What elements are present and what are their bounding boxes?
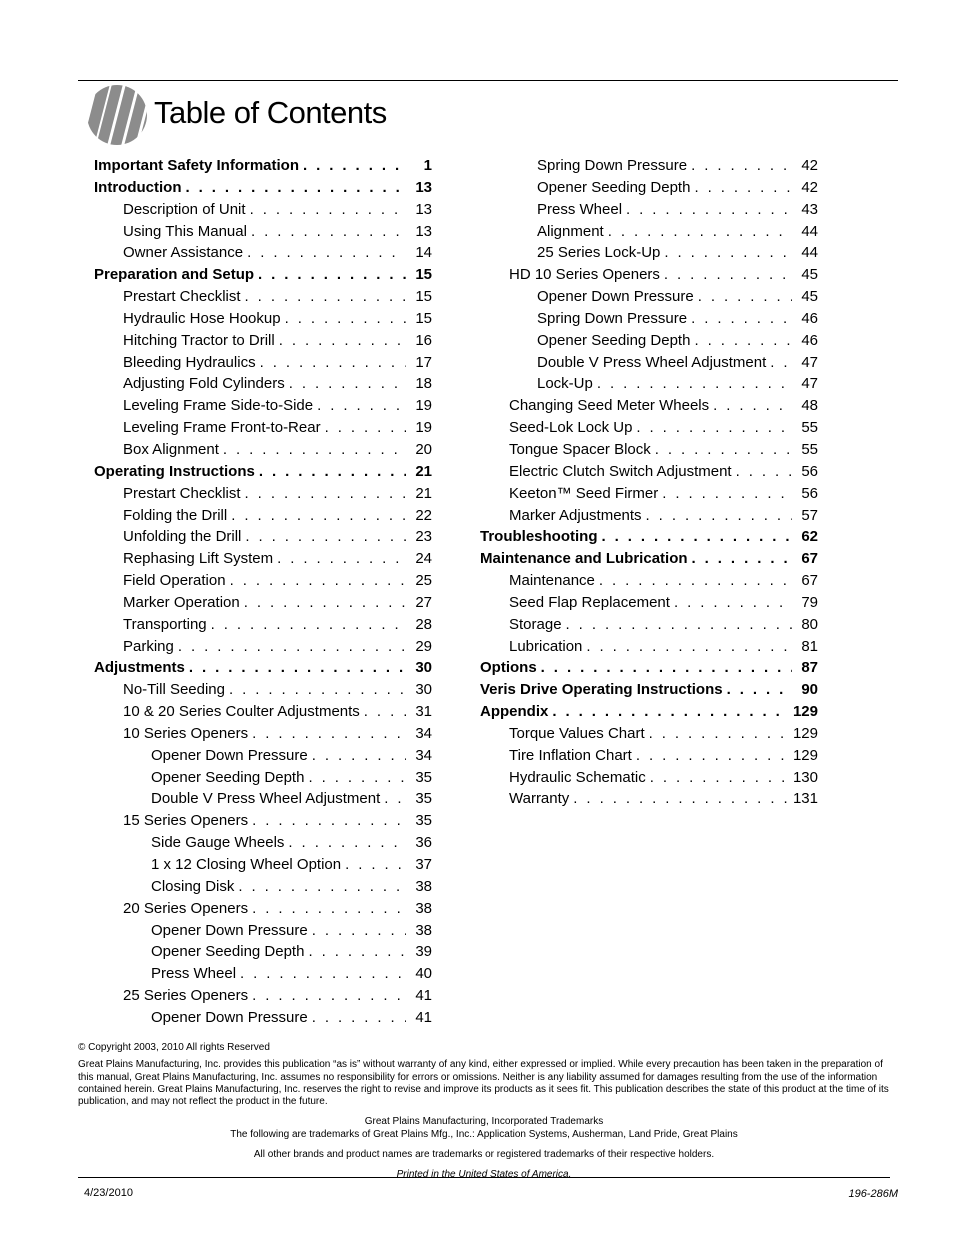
copyright-notice: © Copyright 2003, 2010 All rights Reserved bbox=[78, 1042, 270, 1053]
dot-leader bbox=[259, 461, 406, 483]
toc-entry-label: Spring Down Pressure bbox=[537, 309, 688, 327]
toc-entry-label: Opener Seeding Depth bbox=[537, 178, 691, 196]
dot-leader bbox=[552, 701, 789, 723]
toc-entry-link[interactable] bbox=[94, 636, 432, 658]
trademarks-heading: Great Plains Manufacturing, Incorporated Trademarks bbox=[364, 1116, 604, 1128]
toc-section-link[interactable] bbox=[94, 177, 432, 199]
toc-entry-link[interactable] bbox=[94, 505, 432, 527]
dot-leader bbox=[626, 199, 792, 221]
toc-page-number: 34 bbox=[415, 724, 432, 742]
dot-leader bbox=[727, 679, 792, 701]
dot-leader bbox=[189, 657, 406, 679]
toc-entry-label: Field Operation bbox=[123, 572, 226, 590]
dot-leader bbox=[608, 221, 792, 243]
toc-page-number: 47 bbox=[801, 375, 818, 393]
toc-page-number: 131 bbox=[792, 790, 818, 808]
legal-notice bbox=[78, 1042, 890, 1182]
toc-entry-link[interactable] bbox=[480, 330, 818, 352]
dot-leader bbox=[279, 330, 406, 352]
toc-entry-link[interactable] bbox=[94, 920, 432, 942]
toc-entry-link[interactable] bbox=[480, 505, 818, 527]
toc-entry-label: Warranty bbox=[509, 790, 570, 808]
toc-entry-label: HD 10 Series Openers bbox=[509, 266, 660, 284]
toc-entry-link[interactable] bbox=[94, 745, 432, 767]
toc-entry-link[interactable] bbox=[94, 679, 432, 701]
toc-entry-link[interactable] bbox=[94, 614, 432, 636]
toc-page-number: 39 bbox=[415, 943, 432, 961]
toc-entry-label: Appendix bbox=[480, 703, 549, 721]
toc-entry-link[interactable] bbox=[94, 286, 432, 308]
toc-entry-label: Lubrication bbox=[509, 637, 583, 655]
dot-leader bbox=[691, 155, 792, 177]
toc-page-number: 56 bbox=[801, 484, 818, 502]
dot-leader bbox=[238, 876, 406, 898]
toc-page-number: 35 bbox=[415, 768, 432, 786]
dot-leader bbox=[244, 592, 406, 614]
top-rule bbox=[78, 80, 898, 81]
toc-entry-label: Veris Drive Operating Instructions bbox=[480, 681, 723, 699]
printed-notice: Printed in the United States of America. bbox=[396, 1169, 572, 1181]
toc-entry-label: Hitching Tractor to Drill bbox=[123, 331, 275, 349]
toc-page-number: 45 bbox=[801, 288, 818, 306]
toc-page-number: 35 bbox=[415, 790, 432, 808]
toc-page-number: 67 bbox=[801, 550, 818, 568]
toc-entry-label: Description of Unit bbox=[123, 200, 246, 218]
toc-page-number: 20 bbox=[415, 440, 432, 458]
dot-leader bbox=[566, 614, 792, 636]
trademarks-list: The following are trademarks of Great Plains Mfg., Inc.: Application Systems, Ausherman, Land Pride, Great Plains bbox=[230, 1128, 738, 1140]
toc-entry-label: Tongue Spacer Block bbox=[509, 440, 651, 458]
toc-page-number: 30 bbox=[415, 659, 432, 677]
toc-entry-label: Alignment bbox=[537, 222, 604, 240]
toc-entry-link[interactable] bbox=[94, 788, 432, 810]
toc-page-number: 90 bbox=[801, 681, 818, 699]
disclaimer-text: Great Plains Manufacturing, Inc. provides this publication “as is” without warranty of any kind, either expressed or implied. While every precaution has been taken in the preparation of this manual, Great Plains Manufacturing, Inc. assumes no responsibility for errors or omissions. Neither is any liability assumed for damages resulting from the use of the information contained herein. Great Plains Manufacturing, Inc. reserves the right to revise and improve its products as it sees fit. This publication describes the state of this product at the time of its publication, and may not reflect the product in the future. bbox=[78, 1059, 889, 1108]
toc-entry-link[interactable] bbox=[480, 723, 818, 745]
toc-page-number: 38 bbox=[415, 921, 432, 939]
toc-entry-label: Preparation and Setup bbox=[94, 266, 255, 284]
toc-page-number: 19 bbox=[415, 397, 432, 415]
toc-page-number: 38 bbox=[415, 877, 432, 895]
toc-entry-link[interactable] bbox=[480, 264, 818, 286]
toc-entry-link[interactable] bbox=[94, 330, 432, 352]
toc-entry-label: Adjustments bbox=[94, 659, 185, 677]
toc-section-link[interactable] bbox=[94, 657, 432, 679]
toc-page-number: 87 bbox=[801, 659, 818, 677]
dot-leader bbox=[250, 199, 406, 221]
toc-page-number: 37 bbox=[415, 856, 432, 873]
toc-page-number: 13 bbox=[415, 178, 432, 196]
dot-leader bbox=[252, 985, 406, 1007]
toc-entry-label: Maintenance bbox=[509, 572, 595, 590]
toc-entry-link[interactable] bbox=[94, 1007, 432, 1029]
toc-entry-label: 25 Series Lock-Up bbox=[537, 244, 661, 262]
toc-entry-link[interactable] bbox=[480, 395, 818, 417]
footer-date: 4/23/2010 bbox=[84, 1187, 133, 1199]
toc-entry-label: 25 Series Openers bbox=[123, 987, 249, 1005]
toc-page-number: 15 bbox=[415, 309, 432, 327]
toc-entry-label: Seed-Lok Lock Up bbox=[509, 419, 633, 437]
toc-page-number: 38 bbox=[415, 899, 432, 917]
toc-entry-link[interactable] bbox=[480, 199, 818, 221]
toc-entry-link[interactable] bbox=[480, 614, 818, 636]
toc-entry-label: Storage bbox=[509, 615, 562, 633]
toc-entry-label: Double V Press Wheel Adjustment bbox=[151, 790, 381, 808]
dot-leader bbox=[662, 483, 792, 505]
dot-leader bbox=[230, 570, 406, 592]
dot-leader bbox=[713, 395, 792, 417]
toc-entry-label: 10 & 20 Series Coulter Adjustments bbox=[123, 703, 360, 721]
toc-page-number: 45 bbox=[801, 266, 818, 284]
dot-leader bbox=[288, 832, 406, 854]
toc-section-link[interactable] bbox=[94, 155, 432, 177]
toc-entry-label: Changing Seed Meter Wheels bbox=[509, 397, 710, 415]
toc-page-number: 55 bbox=[801, 440, 818, 458]
toc-page-number: 13 bbox=[415, 222, 432, 240]
dot-leader bbox=[694, 330, 792, 352]
toc-page-number: 44 bbox=[801, 222, 818, 240]
dot-leader bbox=[698, 286, 792, 308]
dot-leader bbox=[178, 636, 406, 658]
dot-leader bbox=[636, 745, 789, 767]
toc-page-number: 41 bbox=[415, 987, 432, 1005]
toc-page-number: 56 bbox=[801, 462, 818, 480]
toc-entry-link[interactable] bbox=[480, 221, 818, 243]
toc-entry-link[interactable] bbox=[480, 745, 818, 767]
toc-entry-link[interactable] bbox=[480, 308, 818, 330]
toc-entry-link[interactable] bbox=[94, 854, 432, 876]
toc-page-number: 57 bbox=[801, 506, 818, 524]
toc-entry-link[interactable] bbox=[480, 570, 818, 592]
toc-entry-label: Prestart Checklist bbox=[123, 484, 241, 502]
toc-entry-link[interactable] bbox=[94, 941, 432, 963]
toc-section-link[interactable] bbox=[94, 461, 432, 483]
toc-page-number: 18 bbox=[415, 375, 432, 393]
document-code: 196-286M bbox=[848, 1188, 898, 1200]
dot-leader bbox=[602, 526, 793, 548]
toc-entry-link[interactable] bbox=[480, 286, 818, 308]
toc-entry-link[interactable] bbox=[480, 636, 818, 658]
toc-entry-label: Box Alignment bbox=[123, 440, 219, 458]
toc-entry-label: Opener Down Pressure bbox=[151, 1008, 308, 1026]
dot-leader bbox=[258, 264, 406, 286]
dot-leader bbox=[252, 723, 406, 745]
toc-page-number: 15 bbox=[415, 266, 432, 284]
dot-leader bbox=[649, 723, 789, 745]
dot-leader bbox=[646, 505, 792, 527]
toc-entry-label: Opener Down Pressure bbox=[151, 921, 308, 939]
toc-page-number: 15 bbox=[415, 288, 432, 306]
toc-entry-link[interactable] bbox=[94, 767, 432, 789]
dot-leader bbox=[541, 657, 792, 679]
toc-entry-label: Torque Values Chart bbox=[509, 724, 645, 742]
dot-leader bbox=[223, 439, 406, 461]
dot-leader bbox=[308, 941, 406, 963]
toc-entry-label: Options bbox=[480, 659, 537, 677]
toc-entry-label: 10 Series Openers bbox=[123, 724, 249, 742]
toc-entry-link[interactable] bbox=[94, 395, 432, 417]
toc-entry-link[interactable] bbox=[480, 352, 818, 374]
toc-entry-label: Press Wheel bbox=[537, 200, 623, 218]
toc-page-number: 21 bbox=[415, 462, 432, 480]
toc-page-number: 29 bbox=[415, 637, 432, 655]
toc-page-number: 23 bbox=[415, 528, 432, 546]
toc-entry-label: Important Safety Information bbox=[94, 157, 300, 174]
toc-page-number: 46 bbox=[801, 309, 818, 327]
toc-entry-link[interactable] bbox=[480, 767, 818, 789]
toc-page-number: 30 bbox=[415, 681, 432, 699]
dot-leader bbox=[260, 352, 406, 374]
toc-entry-label: Lock-Up bbox=[537, 375, 593, 393]
toc-page-number: 13 bbox=[415, 200, 432, 218]
toc-page-number: 130 bbox=[792, 768, 818, 786]
toc-page-number: 81 bbox=[801, 637, 818, 655]
toc-page-number: 36 bbox=[415, 834, 432, 852]
dot-leader bbox=[317, 395, 406, 417]
toc-entry-label: Spring Down Pressure bbox=[537, 157, 688, 174]
dot-leader bbox=[599, 570, 792, 592]
toc-section-link[interactable] bbox=[94, 264, 432, 286]
toc-page-number: 19 bbox=[415, 419, 432, 437]
toc-section-link[interactable] bbox=[480, 548, 818, 570]
toc-entry-label: Bleeding Hydraulics bbox=[123, 353, 256, 371]
toc-page-number: 41 bbox=[415, 1008, 432, 1026]
toc-entry-label: 1 x 12 Closing Wheel Option bbox=[151, 856, 342, 873]
toc-section-link[interactable] bbox=[480, 701, 818, 723]
dot-leader bbox=[674, 592, 792, 614]
dot-leader bbox=[229, 679, 406, 701]
toc-page-number: 14 bbox=[415, 244, 432, 262]
dot-leader bbox=[325, 417, 406, 439]
toc-page-number: 44 bbox=[801, 244, 818, 262]
dot-leader bbox=[691, 308, 792, 330]
toc-page-number: 42 bbox=[801, 157, 818, 174]
dot-leader bbox=[240, 963, 406, 985]
toc-entry-link[interactable] bbox=[480, 788, 818, 810]
toc-entry-label: No-Till Seeding bbox=[123, 681, 225, 699]
toc-entry-label: Transporting bbox=[123, 615, 207, 633]
toc-entry-label: Parking bbox=[123, 637, 174, 655]
dot-leader bbox=[252, 898, 406, 920]
toc-entry-label: Hydraulic Schematic bbox=[509, 768, 646, 786]
dot-leader bbox=[231, 505, 406, 527]
dot-leader bbox=[211, 614, 406, 636]
toc-entry-link[interactable] bbox=[480, 592, 818, 614]
toc-entry-label: Unfolding the Drill bbox=[123, 528, 242, 546]
toc-page-number: 79 bbox=[801, 593, 818, 611]
toc-entry-label: Hydraulic Hose Hookup bbox=[123, 309, 281, 327]
toc-page-number: 25 bbox=[415, 572, 432, 590]
dot-leader bbox=[664, 242, 792, 264]
toc-page-number: 80 bbox=[801, 615, 818, 633]
toc-entry-link[interactable] bbox=[94, 373, 432, 395]
toc-page-number: 42 bbox=[801, 178, 818, 196]
toc-entry-label: Rephasing Lift System bbox=[123, 550, 274, 568]
toc-entry-label: 15 Series Openers bbox=[123, 812, 249, 830]
dot-leader bbox=[312, 745, 406, 767]
toc-entry-label: Using This Manual bbox=[123, 222, 247, 240]
toc-page-number: 40 bbox=[415, 965, 432, 983]
toc-entry-label: Opener Down Pressure bbox=[537, 288, 694, 306]
toc-entry-label: Leveling Frame Front-to-Rear bbox=[123, 419, 321, 437]
toc-entry-label: Prestart Checklist bbox=[123, 288, 241, 306]
dot-leader bbox=[345, 854, 406, 876]
dot-leader bbox=[251, 221, 406, 243]
toc-entry-label: Press Wheel bbox=[151, 965, 237, 983]
toc-entry-link[interactable] bbox=[480, 483, 818, 505]
toc-entry-link[interactable] bbox=[94, 592, 432, 614]
toc-entry-link[interactable] bbox=[94, 483, 432, 505]
toc-page-number: 34 bbox=[415, 746, 432, 764]
dot-leader bbox=[245, 526, 406, 548]
toc-entry-label: Seed Flap Replacement bbox=[509, 593, 670, 611]
toc-page-number: 55 bbox=[801, 419, 818, 437]
toc-entry-label: Tire Inflation Chart bbox=[509, 746, 632, 764]
toc-entry-label: Marker Operation bbox=[123, 593, 240, 611]
toc-entry-link[interactable] bbox=[94, 832, 432, 854]
dot-leader bbox=[650, 767, 789, 789]
toc-page-number: 129 bbox=[792, 703, 818, 721]
toc-entry-label: Opener Seeding Depth bbox=[151, 768, 305, 786]
dot-leader bbox=[312, 920, 406, 942]
toc-page-number: 46 bbox=[801, 331, 818, 349]
toc-page-number: 129 bbox=[792, 724, 818, 742]
toc-entry-link[interactable] bbox=[94, 308, 432, 330]
toc-section-link[interactable] bbox=[480, 526, 818, 548]
toc-entry-label: Leveling Frame Side-to-Side bbox=[123, 397, 314, 415]
toc-page-number: 21 bbox=[415, 484, 432, 502]
great-plains-logo-icon bbox=[86, 84, 148, 146]
toc-page-number: 28 bbox=[415, 615, 432, 633]
toc-entry-label: Introduction bbox=[94, 178, 182, 196]
dot-leader bbox=[289, 373, 406, 395]
toc-page-number: 31 bbox=[415, 703, 432, 721]
toc-entry-label: Closing Disk bbox=[151, 877, 235, 895]
dot-leader bbox=[245, 483, 406, 505]
dot-leader bbox=[303, 155, 406, 177]
dot-leader bbox=[384, 788, 406, 810]
dot-leader bbox=[692, 548, 792, 570]
toc-entry-link[interactable] bbox=[94, 439, 432, 461]
toc-entry-link[interactable] bbox=[94, 876, 432, 898]
other-brands-notice: All other brands and product names are trademarks or registered trademarks of their respective holders. bbox=[253, 1149, 715, 1161]
dot-leader bbox=[597, 373, 792, 395]
toc-entry-label: Troubleshooting bbox=[480, 528, 598, 546]
toc-entry-link[interactable] bbox=[94, 242, 432, 264]
toc-entry-label: Double V Press Wheel Adjustment bbox=[537, 353, 767, 371]
toc-entry-label: Maintenance and Lubrication bbox=[480, 550, 688, 568]
dot-leader bbox=[185, 177, 406, 199]
dot-leader bbox=[655, 439, 792, 461]
dot-leader bbox=[285, 308, 406, 330]
toc-entry-label: Folding the Drill bbox=[123, 506, 228, 524]
toc-page-number: 17 bbox=[415, 353, 432, 371]
dot-leader bbox=[308, 767, 406, 789]
toc-entry-link[interactable] bbox=[94, 417, 432, 439]
toc-page-number: 24 bbox=[415, 550, 432, 568]
toc-entry-link[interactable] bbox=[94, 723, 432, 745]
toc-entry-label: Opener Seeding Depth bbox=[151, 943, 305, 961]
dot-leader bbox=[664, 264, 792, 286]
toc-entry-link[interactable] bbox=[480, 461, 818, 483]
toc-column-right bbox=[480, 155, 818, 810]
toc-entry-link[interactable] bbox=[94, 898, 432, 920]
toc-entry-link[interactable] bbox=[94, 221, 432, 243]
toc-page-number: 43 bbox=[801, 200, 818, 218]
toc-page-number: 62 bbox=[801, 528, 818, 546]
toc-entry-link[interactable] bbox=[94, 352, 432, 374]
dot-leader bbox=[364, 701, 406, 723]
toc-entry-link[interactable] bbox=[480, 439, 818, 461]
toc-section-link[interactable] bbox=[480, 679, 818, 701]
dot-leader bbox=[636, 417, 792, 439]
toc-entry-link[interactable] bbox=[94, 526, 432, 548]
toc-page-number: 22 bbox=[415, 506, 432, 524]
dot-leader bbox=[247, 242, 406, 264]
toc-entry-label: Side Gauge Wheels bbox=[151, 834, 285, 852]
toc-entry-link[interactable] bbox=[480, 417, 818, 439]
toc-page-number: 67 bbox=[801, 572, 818, 590]
toc-entry-link[interactable] bbox=[480, 373, 818, 395]
toc-entry-link[interactable] bbox=[94, 810, 432, 832]
dot-leader bbox=[770, 352, 792, 374]
toc-entry-link[interactable] bbox=[480, 155, 818, 177]
dot-leader bbox=[245, 286, 406, 308]
toc-section-link[interactable] bbox=[480, 657, 818, 679]
toc-entry-label: Owner Assistance bbox=[123, 244, 244, 262]
toc-entry-label: Opener Down Pressure bbox=[151, 746, 308, 764]
toc-column-left bbox=[94, 155, 432, 1029]
dot-leader bbox=[736, 461, 792, 483]
toc-entry-link[interactable] bbox=[480, 177, 818, 199]
toc-entry-link[interactable] bbox=[94, 701, 432, 723]
dot-leader bbox=[586, 636, 792, 658]
toc-entry-link[interactable] bbox=[94, 548, 432, 570]
dot-leader bbox=[252, 810, 406, 832]
toc-page-number: 129 bbox=[792, 746, 818, 764]
toc-page-number: 35 bbox=[415, 812, 432, 830]
toc-page-number: 16 bbox=[415, 331, 432, 349]
toc-entry-link[interactable] bbox=[94, 963, 432, 985]
toc-page-number: 48 bbox=[801, 397, 818, 415]
dot-leader bbox=[312, 1007, 406, 1029]
toc-entry-link[interactable] bbox=[94, 199, 432, 221]
dot-leader bbox=[694, 177, 792, 199]
toc-page-number: 27 bbox=[415, 593, 432, 611]
toc-entry-label: Electric Clutch Switch Adjustment bbox=[509, 462, 732, 480]
toc-entry-label: Adjusting Fold Cylinders bbox=[123, 375, 285, 393]
toc-page-number: 47 bbox=[801, 353, 818, 371]
toc-entry-label: 20 Series Openers bbox=[123, 899, 249, 917]
toc-page-number: 1 bbox=[423, 157, 432, 174]
toc-entry-label: Opener Seeding Depth bbox=[537, 331, 691, 349]
dot-leader bbox=[573, 788, 789, 810]
toc-entry-link[interactable] bbox=[94, 570, 432, 592]
bottom-rule bbox=[78, 1177, 890, 1178]
toc-entry-link[interactable] bbox=[480, 242, 818, 264]
toc-entry-label: Keeton™ Seed Firmer bbox=[509, 484, 659, 502]
toc-entry-label: Operating Instructions bbox=[94, 462, 255, 480]
dot-leader bbox=[277, 548, 406, 570]
toc-entry-label: Marker Adjustments bbox=[509, 506, 642, 524]
page-title: Table of Contents bbox=[154, 95, 387, 130]
toc-entry-link[interactable] bbox=[94, 985, 432, 1007]
